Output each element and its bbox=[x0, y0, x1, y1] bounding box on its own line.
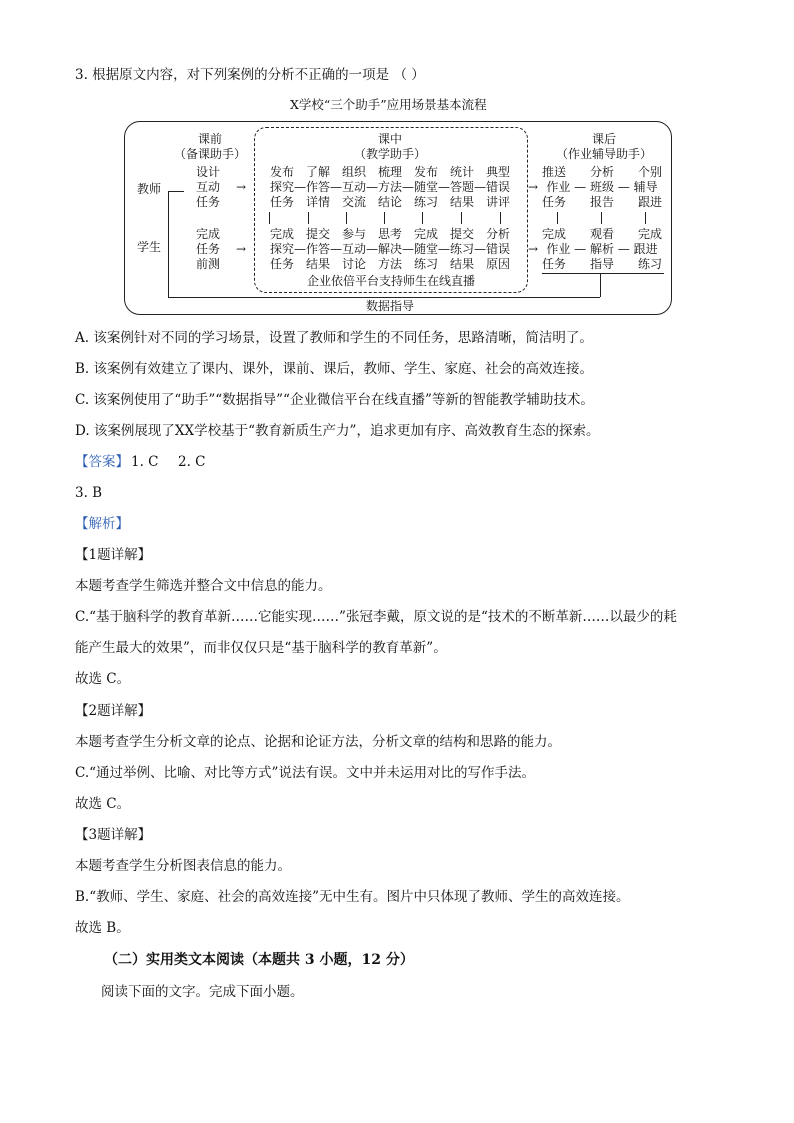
col-after-sub: （作业辅导助手） bbox=[555, 147, 652, 161]
q1-line-4: 故选 C。 bbox=[75, 671, 131, 687]
row-teacher-label: 教师 bbox=[136, 182, 161, 196]
answer-2: 2. C bbox=[178, 454, 206, 470]
q3-line-2: B.“教师、学生、家庭、社会的高效连接”无中生有。图片中只体现了教师、学生的高效连接。 bbox=[75, 889, 630, 905]
student-during-l1: 完成 提交 参与 思考 完成 提交 分析 bbox=[269, 227, 510, 241]
connector bbox=[500, 212, 501, 224]
teacher-before-l3: 任务 bbox=[195, 195, 220, 209]
connector bbox=[461, 212, 462, 224]
analysis-label: 【解析】 bbox=[75, 516, 129, 532]
row-student-label: 学生 bbox=[136, 240, 161, 254]
arrow-before-during-student: → bbox=[235, 242, 247, 256]
answer-3: 3. B bbox=[75, 485, 103, 501]
q1-line-3: 能产生最大的效果”，而非仅仅只是“基于脑科学的教育革新”。 bbox=[75, 640, 447, 656]
data-loop-left bbox=[168, 191, 169, 297]
q1-line-1: 本题考查学生筛选并整合文中信息的能力。 bbox=[75, 578, 332, 594]
student-before-l2: 任务 bbox=[195, 242, 220, 256]
q1-heading: 【1题详解】 bbox=[75, 547, 152, 563]
connector bbox=[601, 212, 602, 224]
student-after-l1: 完成 观看 完成 bbox=[541, 227, 662, 241]
figure-title: X学校“三个助手”应用场景基本流程 bbox=[290, 97, 487, 112]
connector bbox=[346, 212, 347, 224]
arrow-before-during-teacher: → bbox=[235, 180, 247, 194]
col-after-title: 课后 bbox=[591, 132, 616, 146]
question-3-stem: 3. 根据原文内容，对下列案例的分析不正确的一项是 （ ） bbox=[75, 67, 425, 83]
section-instruction: 阅读下面的文字。完成下面小题。 bbox=[101, 984, 304, 1000]
connector bbox=[422, 212, 423, 224]
q2-heading: 【2题详解】 bbox=[75, 703, 152, 719]
option-c: C. 该案例使用了“助手”“数据指导”“企业微信平台在线直播”等新的智能教学辅助技术。 bbox=[75, 392, 594, 408]
data-loop-bottom bbox=[168, 297, 600, 298]
student-during-l3: 任务 结果 讨论 方法 练习 结果 原因 bbox=[269, 257, 510, 271]
teacher-during-l3: 任务 详情 交流 结论 练习 结果 讲评 bbox=[269, 195, 510, 209]
col-during-title: 课中 bbox=[377, 132, 402, 146]
student-after-l3: 任务 指导 练习 bbox=[541, 257, 662, 271]
connector bbox=[269, 212, 270, 224]
connector bbox=[645, 212, 646, 224]
q3-heading: 【3题详解】 bbox=[75, 827, 152, 843]
answer-1: 1. C bbox=[131, 454, 159, 470]
teacher-after-l2: 作业 — 班级 — 辅导 bbox=[546, 180, 658, 194]
student-before-l3: 前测 bbox=[195, 257, 220, 271]
option-d: D. 该案例展现了XX学校基于“教育新质生产力”，追求更加有序、高效教育生态的探索。 bbox=[75, 423, 600, 439]
option-b: B. 该案例有效建立了课内、课外，课前、课后，教师、学生、家庭、社会的高效连接。 bbox=[75, 361, 594, 377]
q2-line-2: C.“通过举例、比喻、对比等方式”说法有误。文中并未运用对比的写作手法。 bbox=[75, 765, 535, 781]
q2-line-3: 故选 C。 bbox=[75, 796, 131, 812]
data-guide-label: 数据指导 bbox=[365, 299, 414, 313]
teacher-during-l1: 发布 了解 组织 梳理 发布 统计 典型 bbox=[269, 165, 510, 179]
col-before-title: 课前 bbox=[197, 132, 222, 146]
after-underline bbox=[542, 273, 664, 274]
student-before-l1: 完成 bbox=[195, 227, 220, 241]
connector bbox=[557, 212, 558, 224]
student-after-l2: 作业 — 解析 — 跟进 bbox=[546, 242, 658, 256]
data-loop-right bbox=[600, 273, 601, 297]
col-during-sub: （教学助手） bbox=[353, 147, 426, 161]
col-before-sub: （备课助手） bbox=[174, 147, 247, 161]
teacher-after-l1: 推送 分析 个别 bbox=[541, 165, 662, 179]
teacher-before-l1: 设计 bbox=[195, 165, 220, 179]
section-title: （二）实用类文本阅读（本题共 3 小题，12 分） bbox=[104, 952, 414, 968]
flow-diagram bbox=[124, 121, 672, 317]
option-a: A. 该案例针对不同的学习场景，设置了教师和学生的不同任务，思路清晰，简洁明了。 bbox=[75, 330, 593, 346]
teacher-before-l2: 互动 bbox=[195, 180, 220, 194]
arrow-during-after-teacher: → bbox=[527, 180, 539, 194]
q1-line-2: C.“基于脑科学的教育革新……它能实现……”张冠李戴，原文说的是“技术的不断革新……以最少的耗 bbox=[75, 609, 677, 625]
data-loop-top bbox=[168, 191, 184, 192]
arrow-during-after-student: → bbox=[527, 242, 539, 256]
connector bbox=[308, 212, 309, 224]
teacher-after-l3: 任务 报告 跟进 bbox=[541, 195, 662, 209]
connector bbox=[384, 212, 385, 224]
platform-note: 企业依倍平台支持师生在线直播 bbox=[306, 274, 475, 288]
q3-line-1: 本题考查学生分析图表信息的能力。 bbox=[75, 858, 291, 874]
q2-line-1: 本题考查学生分析文章的论点、论据和论证方法，分析文章的结构和思路的能力。 bbox=[75, 734, 561, 750]
student-during-l2: 探究—作答—互动—解决—随堂—练习—错误 bbox=[269, 242, 510, 256]
q3-line-3: 故选 B。 bbox=[75, 920, 130, 936]
answer-label: 【答案】 bbox=[75, 454, 129, 470]
teacher-during-l2: 探究—作答—互动—方法—随堂—答题—错误 bbox=[269, 180, 510, 194]
